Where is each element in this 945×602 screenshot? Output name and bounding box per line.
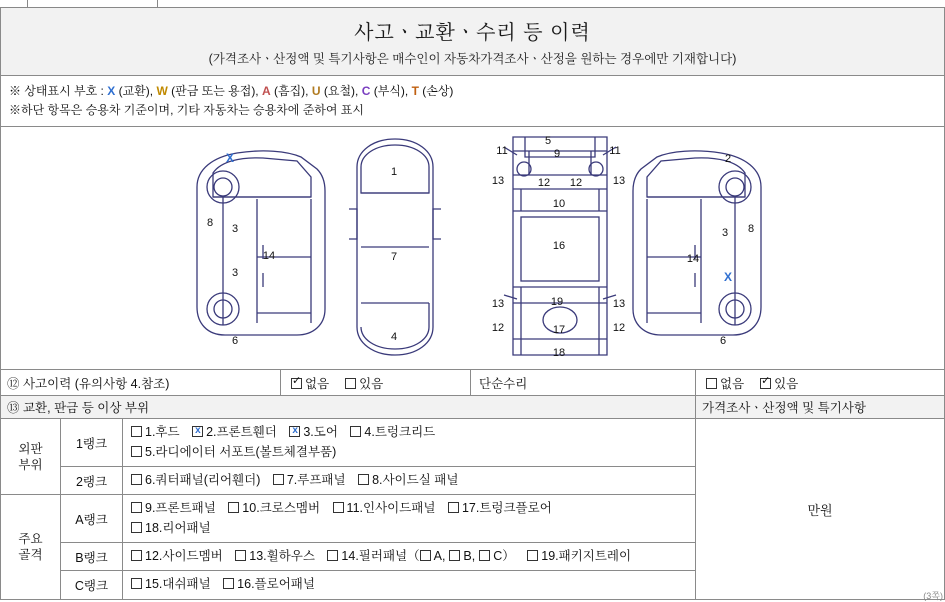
diagram-number: 18 bbox=[552, 347, 566, 360]
part-label: 13.휠하우스 bbox=[249, 549, 315, 564]
part-item[interactable] bbox=[192, 423, 277, 442]
part-label: 3.도어 bbox=[303, 425, 338, 440]
legend-desc-a: (흠집), bbox=[270, 84, 312, 98]
part-label: 4.트렁크리드 bbox=[364, 425, 436, 440]
diagram-number-labels bbox=[207, 135, 754, 359]
diagram-number: 6 bbox=[231, 335, 239, 348]
part-item[interactable] bbox=[228, 499, 320, 518]
part-label: 9.프론트패널 bbox=[145, 501, 216, 516]
diagram-number: 6 bbox=[719, 335, 727, 348]
part-label: 2.프론트휀더 bbox=[206, 425, 277, 440]
car-diagram-svg bbox=[1, 127, 944, 369]
part-item[interactable] bbox=[358, 471, 458, 490]
diagram-number: 8 bbox=[747, 223, 755, 236]
legend-desc-u: (요철), bbox=[320, 84, 362, 98]
page-title: 사고ㆍ교환ㆍ수리 등 이력 bbox=[354, 22, 591, 44]
page-subtitle: (가격조사ㆍ산정액 및 특기사항은 매수인이 자동차가격조사ㆍ산정을 원하는 경우에만 기재합니다) bbox=[208, 52, 737, 66]
diagram-number: 14 bbox=[686, 253, 700, 266]
legend-code-x: X bbox=[107, 84, 116, 98]
legend-desc-x: (교환), bbox=[115, 84, 157, 98]
part-checkbox[interactable] bbox=[448, 502, 459, 513]
diagram-number: 8 bbox=[206, 217, 214, 230]
part-checkbox[interactable] bbox=[358, 474, 369, 485]
part-label: 5.라디에이터 서포트(볼트체결부품) bbox=[145, 444, 337, 459]
history-sheet bbox=[0, 8, 945, 600]
rank-name-c: C랭크 bbox=[61, 571, 123, 598]
legend-code-u: U bbox=[311, 84, 321, 98]
top-strip-cell-1 bbox=[0, 0, 28, 7]
part-item[interactable] bbox=[131, 519, 211, 538]
part-item[interactable] bbox=[350, 423, 435, 442]
part-checkbox[interactable] bbox=[235, 550, 246, 561]
parts-header-left: ⑬ 교환, 판금 등 이상 부위 bbox=[1, 396, 696, 418]
legend-prefix: ※ 상태표시 부호 : bbox=[9, 84, 108, 98]
part-item[interactable] bbox=[273, 471, 346, 490]
diagram-number: 13 bbox=[612, 175, 626, 188]
part-checkbox[interactable] bbox=[131, 426, 142, 437]
rank-name-b: B랭크 bbox=[61, 543, 123, 570]
part-label: 14.필러패널（ bbox=[341, 549, 420, 564]
part-checkbox[interactable] bbox=[131, 550, 142, 561]
simple-repair-options bbox=[696, 370, 944, 395]
diagram-damage-mark: X bbox=[723, 270, 733, 285]
part-item[interactable] bbox=[131, 443, 336, 462]
diagram-number: 3 bbox=[721, 227, 729, 240]
part-item[interactable] bbox=[223, 575, 315, 594]
part-label: 18.리어패널 bbox=[145, 520, 211, 535]
diagram-number: 11 bbox=[609, 145, 621, 158]
rank-items-a bbox=[123, 495, 695, 542]
rank-row-a bbox=[61, 495, 695, 543]
part-label: 16.플로어패널 bbox=[237, 577, 315, 592]
part-item[interactable] bbox=[131, 471, 260, 490]
part-item[interactable] bbox=[448, 499, 552, 518]
legend-line-1 bbox=[9, 82, 936, 101]
diagram-number: 2 bbox=[724, 153, 732, 166]
part-checkbox[interactable] bbox=[350, 426, 361, 437]
parts-left-grid bbox=[1, 419, 696, 599]
part-checkbox[interactable] bbox=[327, 550, 338, 561]
diagram-number: 13 bbox=[491, 298, 505, 311]
group-main-frame bbox=[1, 495, 695, 599]
simple-repair-yes-checkbox[interactable] bbox=[760, 378, 771, 389]
part-label: 6.쿼터패널(리어휀더) bbox=[145, 472, 261, 487]
accident-history-label: ⑫ 사고이력 (유의사항 4.참조) bbox=[1, 370, 281, 395]
rank-items-b bbox=[123, 543, 695, 570]
title-band bbox=[1, 8, 944, 76]
part-checkbox[interactable] bbox=[527, 550, 538, 561]
part-label: 1.후드 bbox=[145, 425, 180, 440]
part-checkbox[interactable] bbox=[131, 522, 142, 533]
legend-code-a: A bbox=[261, 84, 271, 98]
rank-name-2: 2랭크 bbox=[61, 467, 123, 494]
part-label: 17.트렁크플로어 bbox=[461, 501, 552, 516]
part-checkbox[interactable] bbox=[131, 578, 142, 589]
accident-none-label: 없음 bbox=[305, 376, 330, 391]
diagram-number: 7 bbox=[390, 251, 398, 264]
rank-row-b bbox=[61, 543, 695, 571]
diagram-number: 13 bbox=[612, 298, 626, 311]
rank-row-c bbox=[61, 571, 695, 598]
group-exterior-panels bbox=[1, 419, 695, 495]
rank-name-a: A랭크 bbox=[61, 495, 123, 542]
group-main-frame-label: 주요 골격 bbox=[1, 495, 61, 599]
diagram-number: 12 bbox=[612, 322, 626, 335]
part-item[interactable] bbox=[131, 499, 216, 518]
part-label: 10.크로스멤버 bbox=[242, 501, 321, 516]
part-checkbox[interactable] bbox=[131, 474, 142, 485]
legend-code-w: W bbox=[156, 84, 168, 98]
legend-desc-c: (부식), bbox=[370, 84, 412, 98]
diagram-number: 5 bbox=[544, 135, 552, 148]
exterior-rank-stack bbox=[61, 419, 695, 494]
frame-rank-stack bbox=[61, 495, 695, 599]
pillar-b-checkbox[interactable] bbox=[449, 550, 460, 561]
top-strip bbox=[0, 0, 945, 8]
part-item[interactable] bbox=[131, 575, 211, 594]
simple-repair-none-label: 없음 bbox=[720, 376, 745, 391]
part-item[interactable] bbox=[333, 499, 436, 518]
diagram-number: 3 bbox=[231, 267, 239, 280]
diagram-number: 12 bbox=[491, 322, 505, 335]
diagram-number: 11 bbox=[496, 145, 508, 158]
part-item[interactable] bbox=[235, 547, 315, 566]
legend-code-c: C bbox=[361, 84, 371, 98]
part-item[interactable] bbox=[289, 423, 338, 442]
parts-header-right: 가격조사ㆍ산정액 및 특기사항 bbox=[702, 401, 866, 416]
part-checkbox[interactable] bbox=[289, 426, 300, 437]
part-label: 11.인사이드패널 bbox=[346, 501, 436, 516]
part-checkbox[interactable] bbox=[131, 502, 142, 513]
rank-items-c bbox=[123, 571, 695, 598]
part-item-pillar[interactable] bbox=[327, 547, 514, 566]
part-item[interactable] bbox=[131, 423, 180, 442]
car-diagram bbox=[1, 127, 944, 370]
top-strip-cell-2 bbox=[28, 0, 158, 7]
price-note-text: 만원 bbox=[807, 502, 833, 518]
part-checkbox[interactable] bbox=[131, 446, 142, 457]
legend-line-2: ※하단 항목은 승용차 기준이며, 기타 자동차는 승용차에 준하여 표시 bbox=[9, 102, 364, 117]
part-label: 19.패키지트레이 bbox=[541, 549, 632, 564]
diagram-number: 17 bbox=[552, 324, 566, 337]
accident-option-none[interactable] bbox=[291, 374, 329, 392]
diagram-number: 12 bbox=[537, 177, 551, 190]
part-checkbox[interactable] bbox=[228, 502, 239, 513]
part-label: 7.루프패널 bbox=[286, 472, 346, 487]
top-strip-cell-3 bbox=[158, 0, 945, 7]
pillar-a-label: A, bbox=[433, 549, 446, 564]
rank-items-2 bbox=[123, 467, 695, 494]
rank-row-1 bbox=[61, 419, 695, 467]
legend-code-t: T bbox=[411, 84, 419, 98]
diagram-number: 13 bbox=[491, 175, 505, 188]
accident-history-options bbox=[281, 370, 471, 395]
pillar-c-label: C） bbox=[493, 549, 515, 564]
page-corner-note: (3쪽) bbox=[923, 591, 943, 601]
diagram-number: 9 bbox=[553, 148, 561, 161]
diagram-number: 19 bbox=[550, 296, 564, 309]
simple-repair-label: 단순수리 bbox=[471, 370, 696, 395]
accident-yes-label: 있음 bbox=[359, 376, 384, 391]
diagram-number: 4 bbox=[390, 331, 398, 344]
part-item[interactable] bbox=[131, 547, 223, 566]
part-label: 8.사이드실 패널 bbox=[372, 472, 459, 487]
diagram-number: 1 bbox=[390, 166, 398, 179]
simple-repair-option-none[interactable] bbox=[706, 374, 744, 392]
parts-section-header bbox=[1, 396, 944, 419]
rank-items-1 bbox=[123, 419, 695, 466]
simple-repair-none-checkbox[interactable] bbox=[706, 378, 717, 389]
price-note-cell[interactable] bbox=[696, 419, 944, 599]
group-exterior-label: 외판 부위 bbox=[1, 419, 61, 494]
simple-repair-option-yes[interactable] bbox=[760, 374, 798, 392]
accident-yes-checkbox[interactable] bbox=[345, 378, 356, 389]
part-label: 12.사이드멤버 bbox=[145, 549, 223, 564]
diagram-damage-mark: X bbox=[225, 151, 235, 166]
legend bbox=[1, 76, 944, 127]
pillar-c-checkbox[interactable] bbox=[479, 550, 490, 561]
part-checkbox[interactable] bbox=[223, 578, 234, 589]
rank-name-1: 1랭크 bbox=[61, 419, 123, 466]
pillar-b-label: B, bbox=[463, 549, 476, 564]
legend-desc-t: (손상) bbox=[418, 84, 454, 98]
part-checkbox[interactable] bbox=[273, 474, 284, 485]
legend-desc-w: (판금 또는 용접), bbox=[167, 84, 262, 98]
accident-option-yes[interactable] bbox=[345, 374, 383, 392]
part-item[interactable] bbox=[527, 547, 631, 566]
rank-row-2 bbox=[61, 467, 695, 494]
diagram-number: 14 bbox=[262, 250, 276, 263]
part-checkbox[interactable] bbox=[192, 426, 203, 437]
diagram-number: 12 bbox=[569, 177, 583, 190]
accident-none-checkbox[interactable] bbox=[291, 378, 302, 389]
simple-repair-yes-label: 있음 bbox=[774, 376, 799, 391]
accident-history-row bbox=[1, 370, 944, 396]
diagram-damage-marks bbox=[226, 151, 732, 284]
pillar-a-checkbox[interactable] bbox=[420, 550, 431, 561]
part-label: 15.대쉬패널 bbox=[145, 577, 211, 592]
diagram-number: 3 bbox=[231, 223, 239, 236]
diagram-number: 10 bbox=[552, 198, 566, 211]
part-checkbox[interactable] bbox=[333, 502, 344, 513]
diagram-number: 16 bbox=[552, 240, 566, 253]
parts-body bbox=[1, 419, 944, 599]
